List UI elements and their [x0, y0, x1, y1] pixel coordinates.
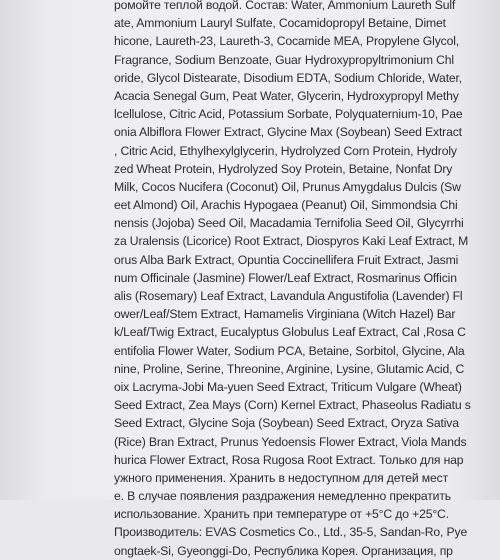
text-line: alis (Rosemary) Leaf Extract, Lavandula Angustifolia (Lavender) Fl: [114, 289, 463, 303]
text-line: , Citric Acid, Ethylhexylglycerin, Hydrolyzed Corn Protein, Hydroly: [114, 143, 457, 158]
text-line: nine, Proline, Serine, Threonine, Arginine, Lysine, Glutamic Acid, C: [114, 361, 465, 376]
text-line: orus Alba Bark Extract, Opuntia Coccinellifera Fruit Extract, Jasmi: [114, 252, 459, 267]
text-line: entifolia Flower Water, Sodium PCA, Betaine, Sorbitol, Glycine, Ala: [114, 343, 465, 358]
text-line: ongtaek-Si, Gyeonggi-Do, Республика Корея. Организация, пр: [114, 543, 453, 558]
text-line: Seed Extract, Zea Mays (Corn) Kernel Extract, Phaseolus Radiatu s: [114, 398, 471, 413]
text-line: е. В случае появления раздражения немедленно прекратить: [114, 489, 451, 504]
text-line: hicone, Laureth-23, Laureth-3, Cocamide MEA, Propylene Glycol,: [114, 34, 460, 49]
text-line: lcellulose, Citric Acid, Potassium Sorbate, Polyquaternium-10, Pae: [114, 107, 463, 122]
text-line: (Rice) Bran Extract, Prunus Yedoensis Flower Extract, Viola Mands: [114, 434, 467, 449]
text-line: za Uralensis (Licorice) Root Extract, Diospyros Kaki Leaf Extract, M: [114, 234, 469, 249]
text-line: Seed Extract, Glycine Soja (Soybean) Seed Extract, Oryza Sativa: [114, 416, 459, 431]
text-line: zed Wheat Protein, Hydrolyzed Soy Protein, Betaine, Nonfat Dry: [114, 161, 453, 176]
text-line: использование. Хранить при температуре от +5°С до +25°С.: [114, 507, 449, 522]
text-line: Fragrance, Sodium Benzoate, Guar Hydroxypropyltrimonium Chl: [114, 52, 454, 67]
text-line: Acacia Senegal Gum, Peat Water, Glycerin, Hydroxypropyl Methy: [114, 88, 459, 103]
text-line: eet Almond) Oil, Arachis Hypogaea (Peanut) Oil, Simmondsia Chi: [114, 198, 458, 213]
text-line: ромойте теплой водой. Состав: Water, Ammonium Laureth Sulf: [114, 0, 456, 12]
text-line: hurica Flower Extract, Rosa Rugosa Root Extract. Только для нар: [114, 452, 464, 467]
ingredients-text-block: [114, 0, 471, 560]
text-line: k/Leaf/Twig Extract, Eucalyptus Globulus Leaf Extract, Cal ,Rosa C: [114, 325, 466, 340]
text-line: onia Albiflora Flower Extract, Glycine Max (Soybean) Seed Extract: [114, 125, 462, 140]
text-line: ate, Ammonium Lauryl Sulfate, Cocamidopropyl Betaine, Dimet: [114, 16, 446, 31]
text-line: num Officinale (Jasmine) Flower/Leaf Extract, Rosmarinus Officin: [114, 270, 457, 285]
text-line: ужного применения. Хранить в недоступном для детей мест: [114, 470, 448, 485]
text-line: nensis (Jojoba) Seed Oil, Macadamia Ternifolia Seed Oil, Glycyrrhi: [114, 216, 464, 231]
text-line: ower/Leaf/Stem Extract, Hamamelis Virginiana (Witch Hazel) Bar: [114, 307, 456, 322]
text-line: Milk, Cocos Nucifera (Coconut) Oil, Prunus Amygdalus Dulcis (Sw: [114, 179, 461, 194]
text-line: oride, Glycol Distearate, Disodium EDTA, Sodium Chloride, Water,: [114, 70, 463, 85]
text-line: Производитель: EVAS Cosmetics Co., Ltd., 35-5, Sandan-Ro, Pye: [114, 525, 468, 540]
text-line: oix Lacryma-Jobi Ma-yuen Seed Extract, Triticum Vulgare (Wheat): [114, 379, 462, 394]
